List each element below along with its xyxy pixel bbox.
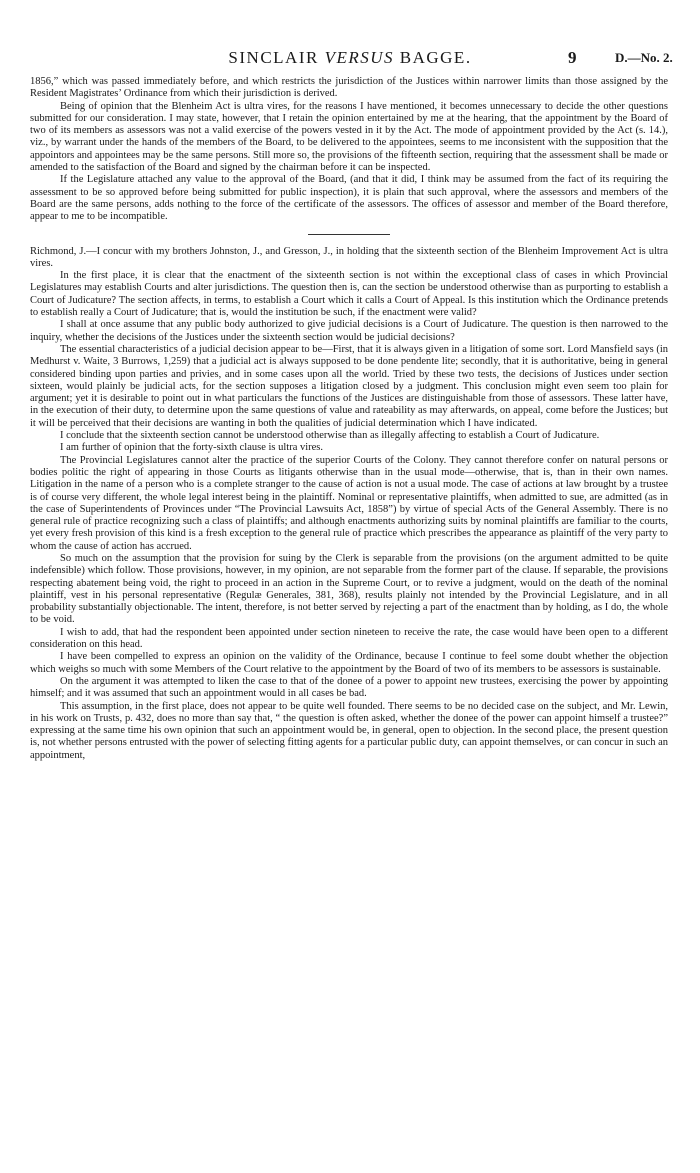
paragraph: If the Legislature attached any value to the approval of the Board, (and that it did, I think may be assumed from the fact of its requiring the assessment to be so approved before being submitted for public inspection), it is plain that such approval, where the assessors and members of the Board are the same persons, adds nothing to the force of the certificate of the assessors. The offices of assessor and member of the Board therefore, appear to me to be incompatible. [30,174,668,223]
paragraph: The essential characteristics of a judicial decision appear to be—First, that it is always given in a litigation of some sort. Lord Mansfield says (in Medhurst v. Waite, 3 Burrows, 1,259) that a judicial act is always supposed to be done pendente lite; secondly, that it is authoritative, being in general considered binding upon parties and privies, and in some cases upon all the world. Tried by these two tests, the decisions of Justices under section sixteen, would plainly be judicial acts, for the section supposes a litigation closed by a judgment. This conclusion might even seem too plain for argument; yet it is desirable to point out in what particulars the functions of the Justices are distinguishable from those of assessors. These latter have, in the execution of their duty, to determine upon the same questions of value and rateability as may afterwards, on appeal, come before the Justices; but it will be perceived that their decisions are wanting in both the qualities of judicial determination which I have indicated. [30,343,668,429]
section-divider [308,234,390,235]
document-reference: D.—No. 2. [615,50,673,65]
paragraph: This assumption, in the first place, does not appear to be quite well founded. There seems to be no decided case on the subject, and Mr. Lewin, in his work on Trusts, p. 432, does no more than say that, “ the question is often asked, whether the donee of the power can appoint himself a trustee?” expressing at the same time his own opinion that such an appointment would be, in general, open to objection. In the second place, the present question is, not whether persons entrusted with the power of selecting fitting agents for a particular public duty, can appoint themselves, or can concur in such an appointment, [30,700,668,761]
title-versus: VERSUS [324,48,395,67]
page-body [30,76,668,762]
paragraph: So much on the assumption that the provision for suing by the Clerk is separable from the provisions (on the argument admitted to be quite indefensible) which follow. Those provisions, however, in my opinion, are not separable from the former part of the clause. If separable, the provisions respecting abatement being void, the right to proceed in an action in the Supreme Court, or to revive a judgment, would on the death of the nominal plaintiff, vest in his personal representative (Regulæ Generales, 381, 368), results plainly not intended by the Provincial Legislature, and in all probability substantially objectionable. The intent, therefore, is not better served by rejecting a part of the enactment than by holding, as I do, the whole to be void. [30,552,668,626]
paragraph: I wish to add, that had the respondent been appointed under section nineteen to receive the rate, the case would have been open to a different consideration on this head. [30,626,668,651]
title-party-2: BAGGE. [399,48,472,67]
paragraph: I conclude that the sixteenth section cannot be understood otherwise than as illegally affecting to establish a Court of Judicature. [60,430,600,442]
case-title [150,48,550,68]
page-number: 9 [568,48,577,67]
paragraph: In the first place, it is clear that the enactment of the sixteenth section is not within the exceptional class of cases in which Provincial Legislatures may establish Courts and alter jurisdictions. The question then is, can the section be understood otherwise than as purporting to establish a Court of Judicature? The section affects, in terms, to establish a Court which it calls a Court of Appeal. Is this institution which the Ordinance pretends to establish really a Court of Judicature; that is, would the institution be such, if the enactment were valid? [30,270,668,319]
paragraph: I have been compelled to express an opinion on the validity of the Ordinance, because I continue to feel some doubt whether the objection which weighs so much with some Members of the Court relative to the appointment by the Board of two of its members to be assessors is sustainable. [30,651,668,675]
paragraph: Richmond, J.—I concur with my brothers Johnston, J., and Gresson, J., in holding that the sixteenth section of the Blenheim Improvement Act is ultra vires. [30,245,668,269]
paragraph: 1856,” which was passed immediately before, and which restricts the jurisdiction of the Justices within narrower limits than those assigned by the Resident Magistrates’ Ordinance from which their jurisdiction is derived. [30,76,668,100]
title-party-1: SINCLAIR [228,48,319,67]
paragraph: The Provincial Legislatures cannot alter the practice of the superior Courts of the Colony. They cannot therefore confer on natural persons or bodies politic the right of appearing in those Courts as litigants otherwise than in the usual mode—otherwise, that is, than in their own names. Litigation in the name of a person who is a complete stranger to the cause of action is not a usual mode. The case of actions at law brought by a trustee is of course very different, the whole legal interest being in the plaintiff. Nominal or representative plaintiffs, when admitted to sue, are admitted (as in the case of Superintendents of Provinces under “The Provincial Lawsuits Act, 1858”) by virtue of special Acts of the General Assembly. There is no general rule of practice recognizing such a class of plaintiffs; and although enactments authorizing suits by nominal plaintiffs are familiar to the courts, yet every fresh provision of this kind is a fresh exception to the general rule of practice which prescribes the appearance as plaintiff of the very party to whom the cause of action has accrued. [30,454,668,552]
paragraph: On the argument it was attempted to liken the case to that of the donee of a power to appoint new trustees, exercising the power by appointing himself; and it was assumed that such an appointment would in all cases be bad. [30,675,668,700]
paragraph: I shall at once assume that any public body authorized to give judicial decisions is a Court of Judicature. The question is then narrowed to the inquiry, whether the decisions of the Justices under the sixteenth section would be judicial decisions? [30,319,668,343]
paragraph: I am further of opinion that the forty-sixth clause is ultra vires. [60,442,324,454]
paragraph: Being of opinion that the Blenheim Act is ultra vires, for the reasons I have mentioned, it becomes unnecessary to decide the other questions submitted for our consideration. I may state, however, that I retain the opinion entertained by me at the hearing, that the appointment by the Board of two of its members as assessors was not a valid exercise of the powers vested in it by the Act. The mode of appointment provided by the Act (s. 14.), viz., by warrant under the hands of the members of the Board, to be delivered to the appointees, seems to me inconsistent with the supposition that the appointors and appointees may be the same persons. Still more so, the provisions of the fifteenth section, requiring that the assessment shall be made or amended to the satisfaction of the Board and signed by the chairman before it can be inspected. [30,100,668,174]
page-header [0,48,700,70]
